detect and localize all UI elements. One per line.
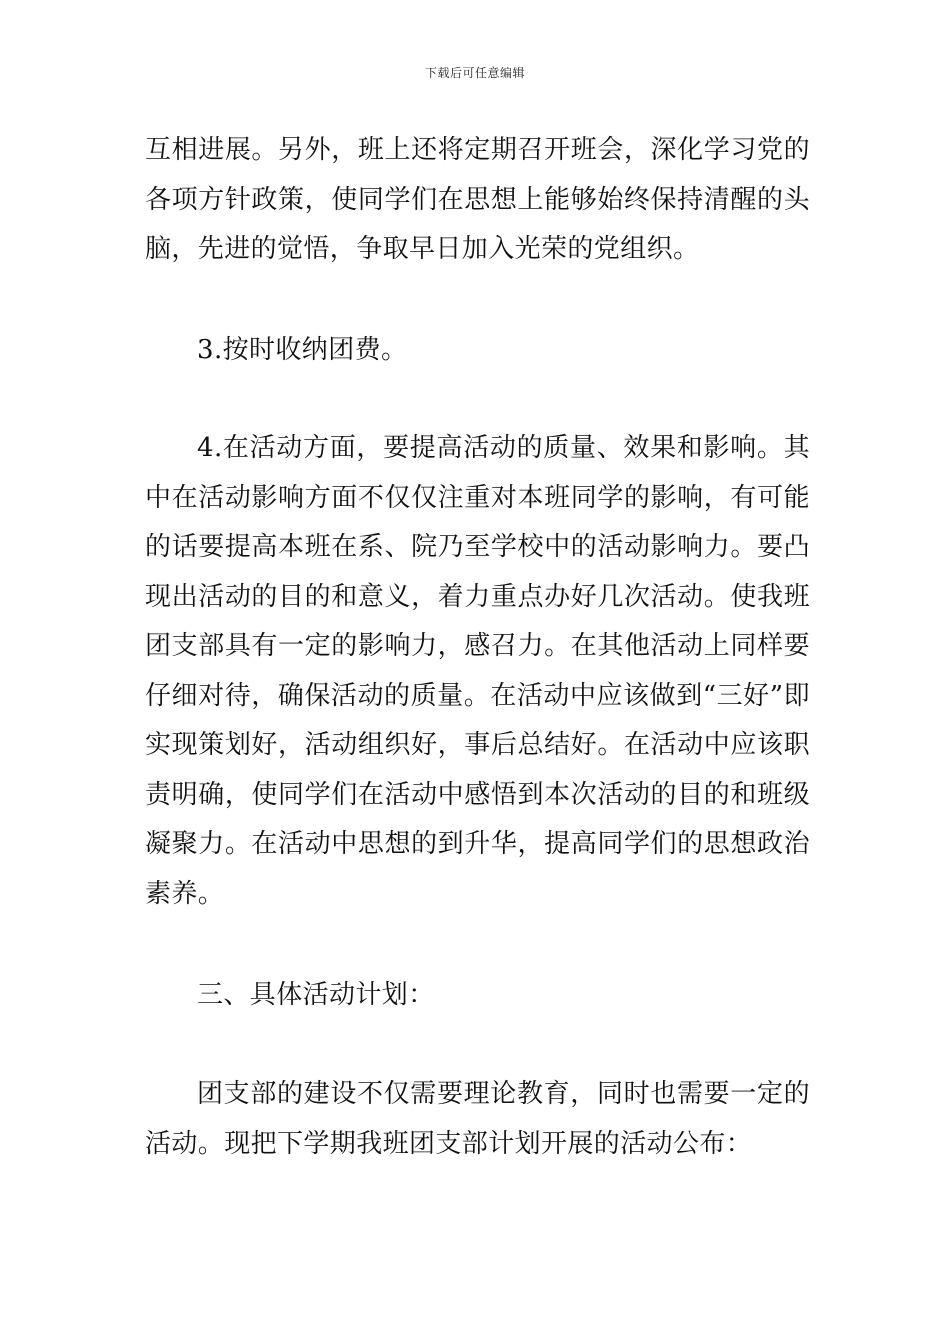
page-header-note: 下载后可任意编辑 <box>424 66 525 80</box>
paragraph-activities: 4.在活动方面，要提高活动的质量、效果和影响。其中在活动影响方面不仅仅注重对本班同学的影响，有可能的话要提高本班在系、院乃至学校中的活动影响力。要凸现出活动的目的和意义，着力重点办好几次活动。使我班团支部具有一定的影响力，感召力。在其他活动上同样要仔细对待，确保活动的质量。在活动中应该做到“三好”即实现策划好，活动组织好，事后总结好。在活动中应该职责明确，使同学们在活动中感悟到本次活动的目的和班级凝聚力。在活动中思想的到升华，提高同学们的思想政治素养。 <box>145 433 810 909</box>
paragraph-activity-announcement: 团支部的建设不仅需要理论教育，同时也需要一定的活动。现把下学期我班团支部计划开展的活动公布： <box>145 1079 810 1159</box>
section-heading-activity-plan: 三、具体活动计划： <box>197 980 435 1010</box>
paragraph-league-fees: 3.按时收纳团费。 <box>197 335 408 365</box>
paragraph-party-study: 互相进展。另外，班上还将定期召开班会，深化学习党的各项方针政策，使同学们在思想上能够始终保持清醒的头脑，先进的觉悟，争取早日加入光荣的党组织。 <box>145 135 810 264</box>
